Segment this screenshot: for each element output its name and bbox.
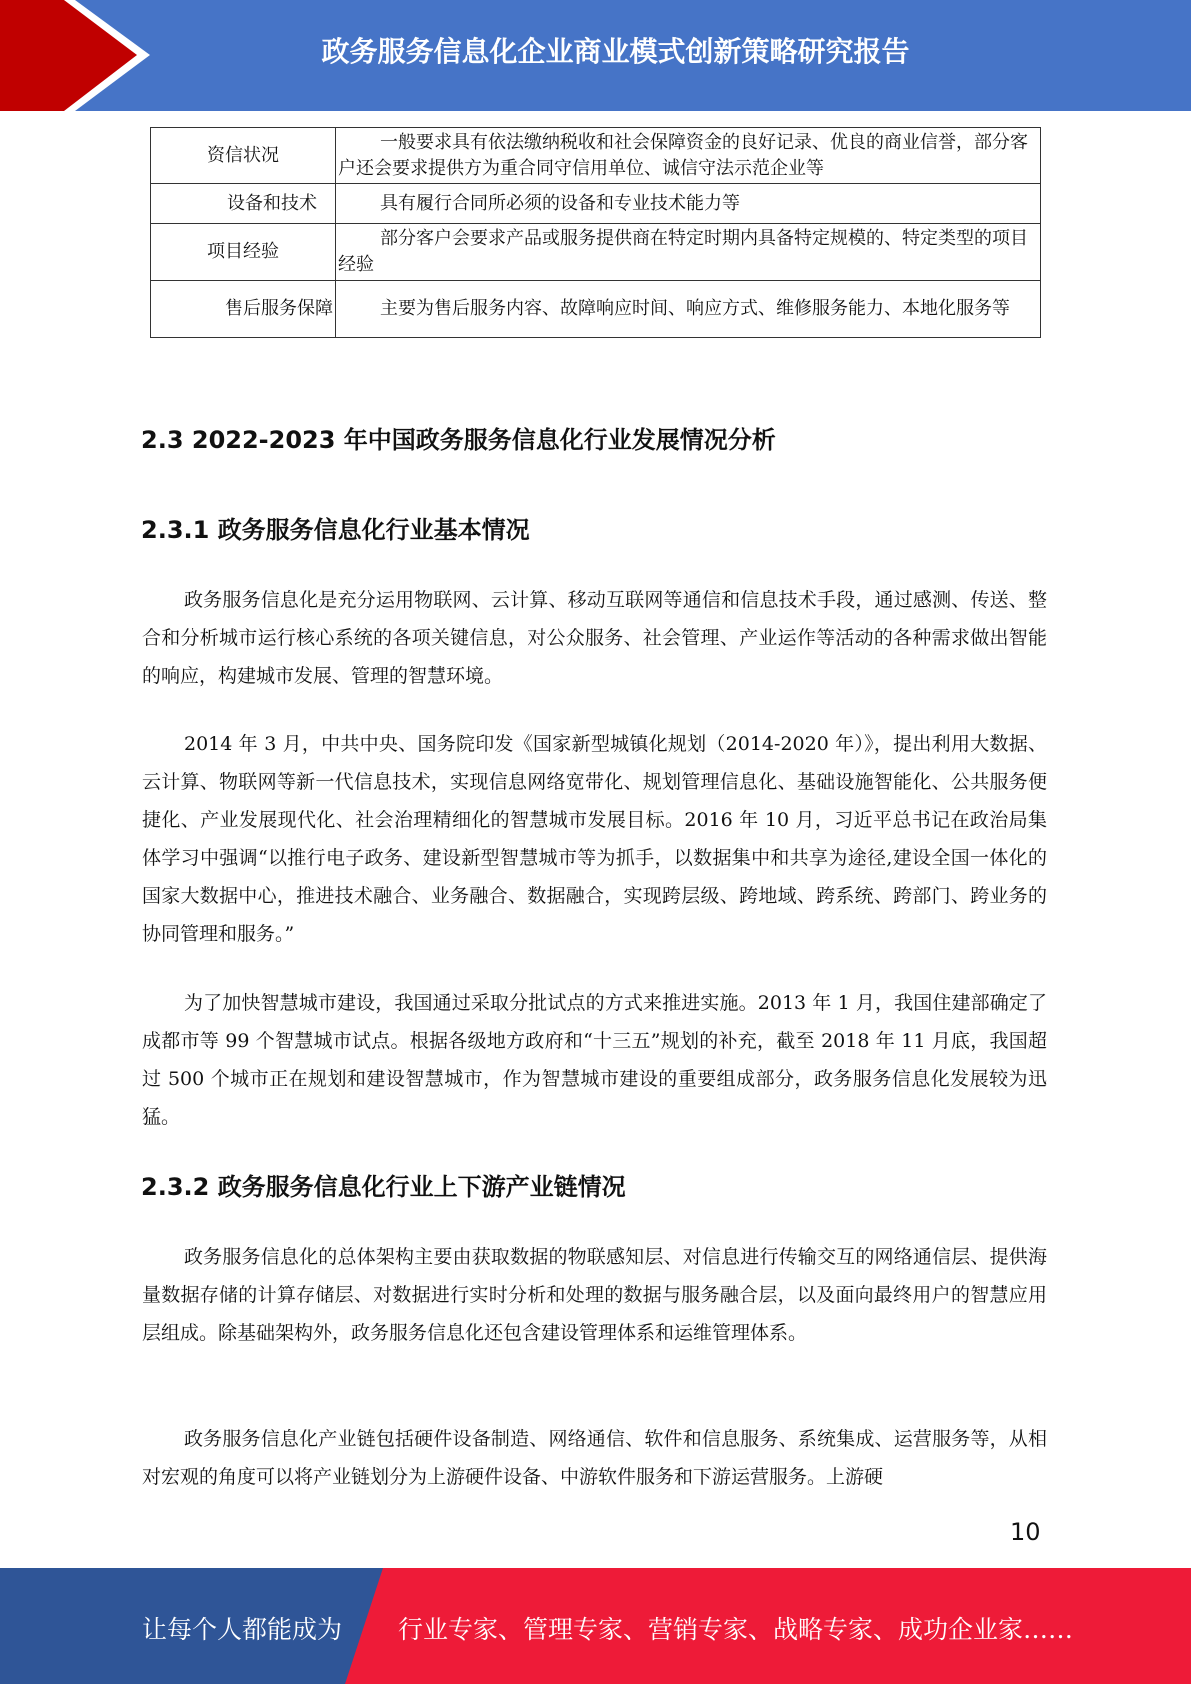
paragraph: 政务服务信息化是充分运用物联网、云计算、移动互联网等通信和信息技术手段，通过感测、传送、整合和分析城市运行核心系统的各项关键信息，对公众服务、社会管理、产业运作等活动的各种需求做出智能的响应，构建城市发展、管理的智慧环境。 — [142, 589, 1047, 687]
page-number: 10 — [1010, 1518, 1041, 1546]
table-key: 设备和技术 — [151, 184, 336, 224]
table-row — [151, 281, 1041, 338]
table-row — [151, 224, 1041, 281]
paragraph: 为了加快智慧城市建设，我国通过采取分批试点的方式来推进实施。2013 年 1 月，我国住建部确定了成都市等 99 个智慧城市试点。根据各级地方政府和“十三五”规划的补充，截至 2018 年 11 月底，我国超过 500 个城市正在规划和建设智慧城市，作为智慧城市建设的重要组成部分，政务服务信息化发展较为迅猛。 — [142, 992, 1047, 1128]
table-value: 一般要求具有依法缴纳税收和社会保障资金的良好记录、优良的商业信誉，部分客户还会要求提供方为重合同守信用单位、诚信守法示范企业等 — [336, 128, 1041, 184]
table-value: 部分客户会要求产品或服务提供商在特定时期内具备特定规模的、特定类型的项目经验 — [336, 224, 1041, 281]
paragraph: 2014 年 3 月，中共中央、国务院印发《国家新型城镇化规划（2014-2020 年）》，提出利用大数据、云计算、物联网等新一代信息技术，实现信息网络宽带化、规划管理信息化、基础设施智能化、公共服务便捷化、产业发展现代化、社会治理精细化的智慧城市发展目标。2016 年 10 月，习近平总书记在政治局集体学习中强调“以推行电子政务、建设新型智慧城市等为抓手，以数据集中和共享为途径,建设全国一体化的国家大数据中心，推进技术融合、业务融合、数据融合，实现跨层级、跨地域、跨系统、跨部门、跨业务的协同管理和服务。” — [142, 733, 1047, 945]
section-heading-2-3-2: 2.3.2 政务服务信息化行业上下游产业链情况 — [141, 1173, 626, 1201]
section-heading-2-3: 2.3 2022-2023 年中国政务服务信息化行业发展情况分析 — [141, 426, 776, 454]
paragraph: 政务服务信息化产业链包括硬件设备制造、网络通信、软件和信息服务、系统集成、运营服务等，从相对宏观的角度可以将产业链划分为上游硬件设备、中游软件服务和下游运营服务。上游硬 — [142, 1428, 1047, 1488]
footer-slogan-left: 让每个人都能成为 — [142, 1615, 343, 1644]
footer-slogan-right: 行业专家、管理专家、营销专家、战略专家、成功企业家…… — [398, 1615, 1074, 1644]
section-heading-2-3-1: 2.3.1 政务服务信息化行业基本情况 — [141, 516, 530, 544]
page-footer — [0, 1568, 1191, 1684]
table-key: 售后服务保障 — [151, 281, 336, 338]
requirements-table — [150, 127, 1041, 338]
page-header — [0, 0, 1191, 111]
table-row — [151, 128, 1041, 184]
table-row — [151, 184, 1041, 224]
paragraph: 政务服务信息化的总体架构主要由获取数据的物联感知层、对信息进行传输交互的网络通信层、提供海量数据存储的计算存储层、对数据进行实时分析和处理的数据与服务融合层，以及面向最终用户的智慧应用层组成。除基础架构外，政务服务信息化还包含建设管理体系和运维管理体系。 — [142, 1246, 1047, 1344]
table-value: 主要为售后服务内容、故障响应时间、响应方式、维修服务能力、本地化服务等 — [336, 281, 1041, 338]
table-value: 具有履行合同所必须的设备和专业技术能力等 — [336, 184, 1041, 224]
report-title: 政务服务信息化企业商业模式创新策略研究报告 — [321, 35, 910, 68]
table-key: 项目经验 — [151, 224, 336, 281]
table-key: 资信状况 — [151, 128, 336, 184]
